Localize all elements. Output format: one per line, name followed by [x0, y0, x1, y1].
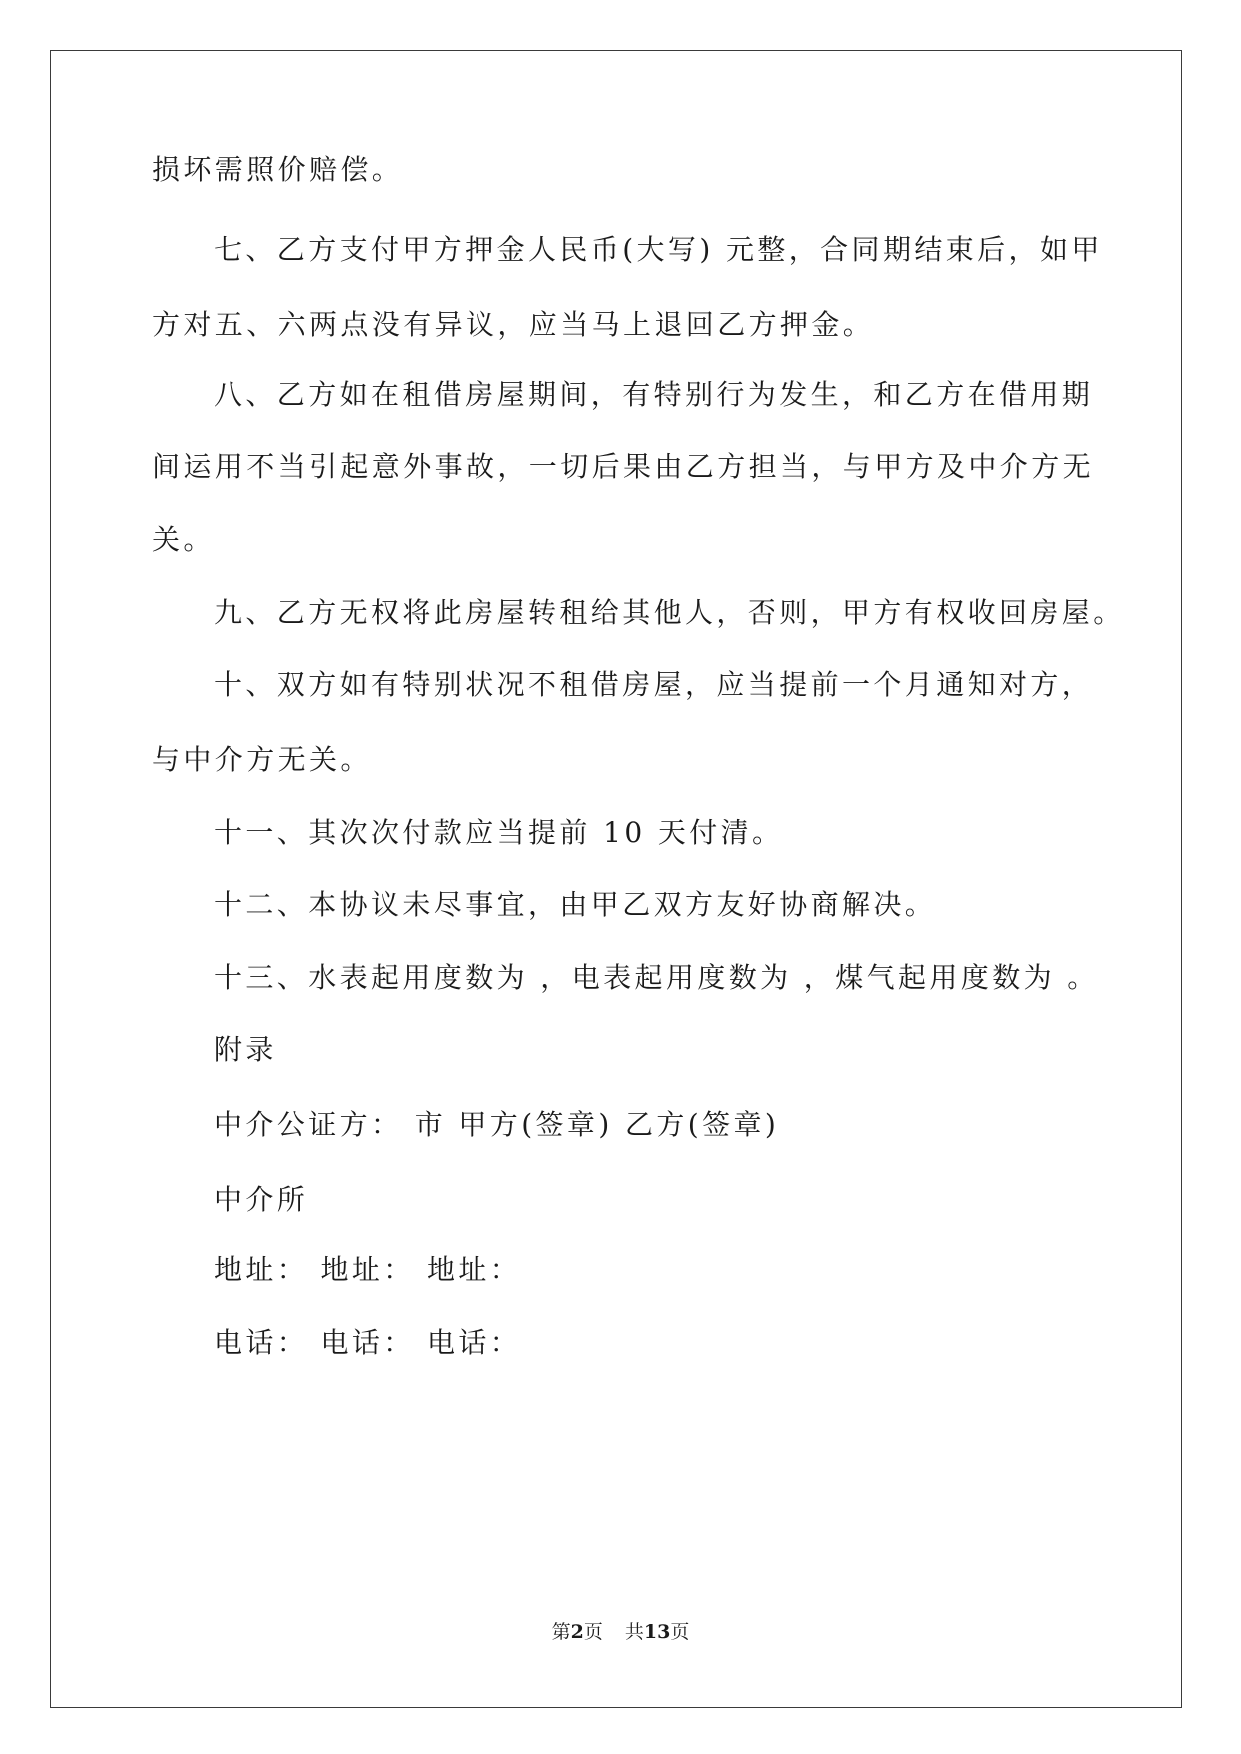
- page-border: [50, 50, 1182, 1708]
- clause-13-line: 十三、水表起用度数为 ，电表起用度数为 ，煤气起用度数为 。: [214, 961, 1099, 994]
- total-unit: 页: [670, 1621, 690, 1643]
- text-line: 损坏需照价赔偿。: [152, 153, 404, 186]
- phone-line: 电话： 电话： 电话：: [214, 1326, 522, 1359]
- clause-11-line: 十一、其次次付款应当提前 10 天付清。: [214, 816, 784, 849]
- address-line: 地址： 地址： 地址：: [214, 1253, 522, 1286]
- signature-line: 中介公证方： 市 甲方(签章) 乙方(签章): [214, 1108, 780, 1141]
- text-line: 关。: [152, 523, 215, 556]
- appendix-heading: 附录: [214, 1033, 277, 1066]
- clause-7-line: 七、乙方支付甲方押金人民币(大写) 元整，合同期结束后，如甲: [214, 233, 1103, 266]
- page-prefix: 第: [551, 1621, 571, 1643]
- page-current-number: 2: [570, 1621, 584, 1643]
- clause-10-line: 十、双方如有特别状况不租借房屋，应当提前一个月通知对方，: [214, 668, 1094, 701]
- clause-8-line: 八、乙方如在租借房屋期间，有特别行为发生，和乙方在借用期: [214, 378, 1094, 411]
- agency-line: 中介所: [214, 1183, 309, 1216]
- text-line: 与中介方无关。: [152, 743, 372, 776]
- total-prefix: 共: [624, 1621, 644, 1643]
- text-line: 间运用不当引起意外事故，一切后果由乙方担当，与甲方及中介方无: [152, 450, 1095, 483]
- page-footer: [0, 1620, 1241, 1644]
- text-line: 方对五、六两点没有异议，应当马上退回乙方押金。: [152, 308, 875, 341]
- clause-12-line: 十二、本协议未尽事宜，由甲乙双方友好协商解决。: [214, 888, 937, 921]
- page-unit: 页: [583, 1621, 603, 1643]
- page-total-number: 13: [643, 1621, 671, 1643]
- clause-9-line: 九、乙方无权将此房屋转租给其他人，否则，甲方有权收回房屋。: [214, 596, 1125, 629]
